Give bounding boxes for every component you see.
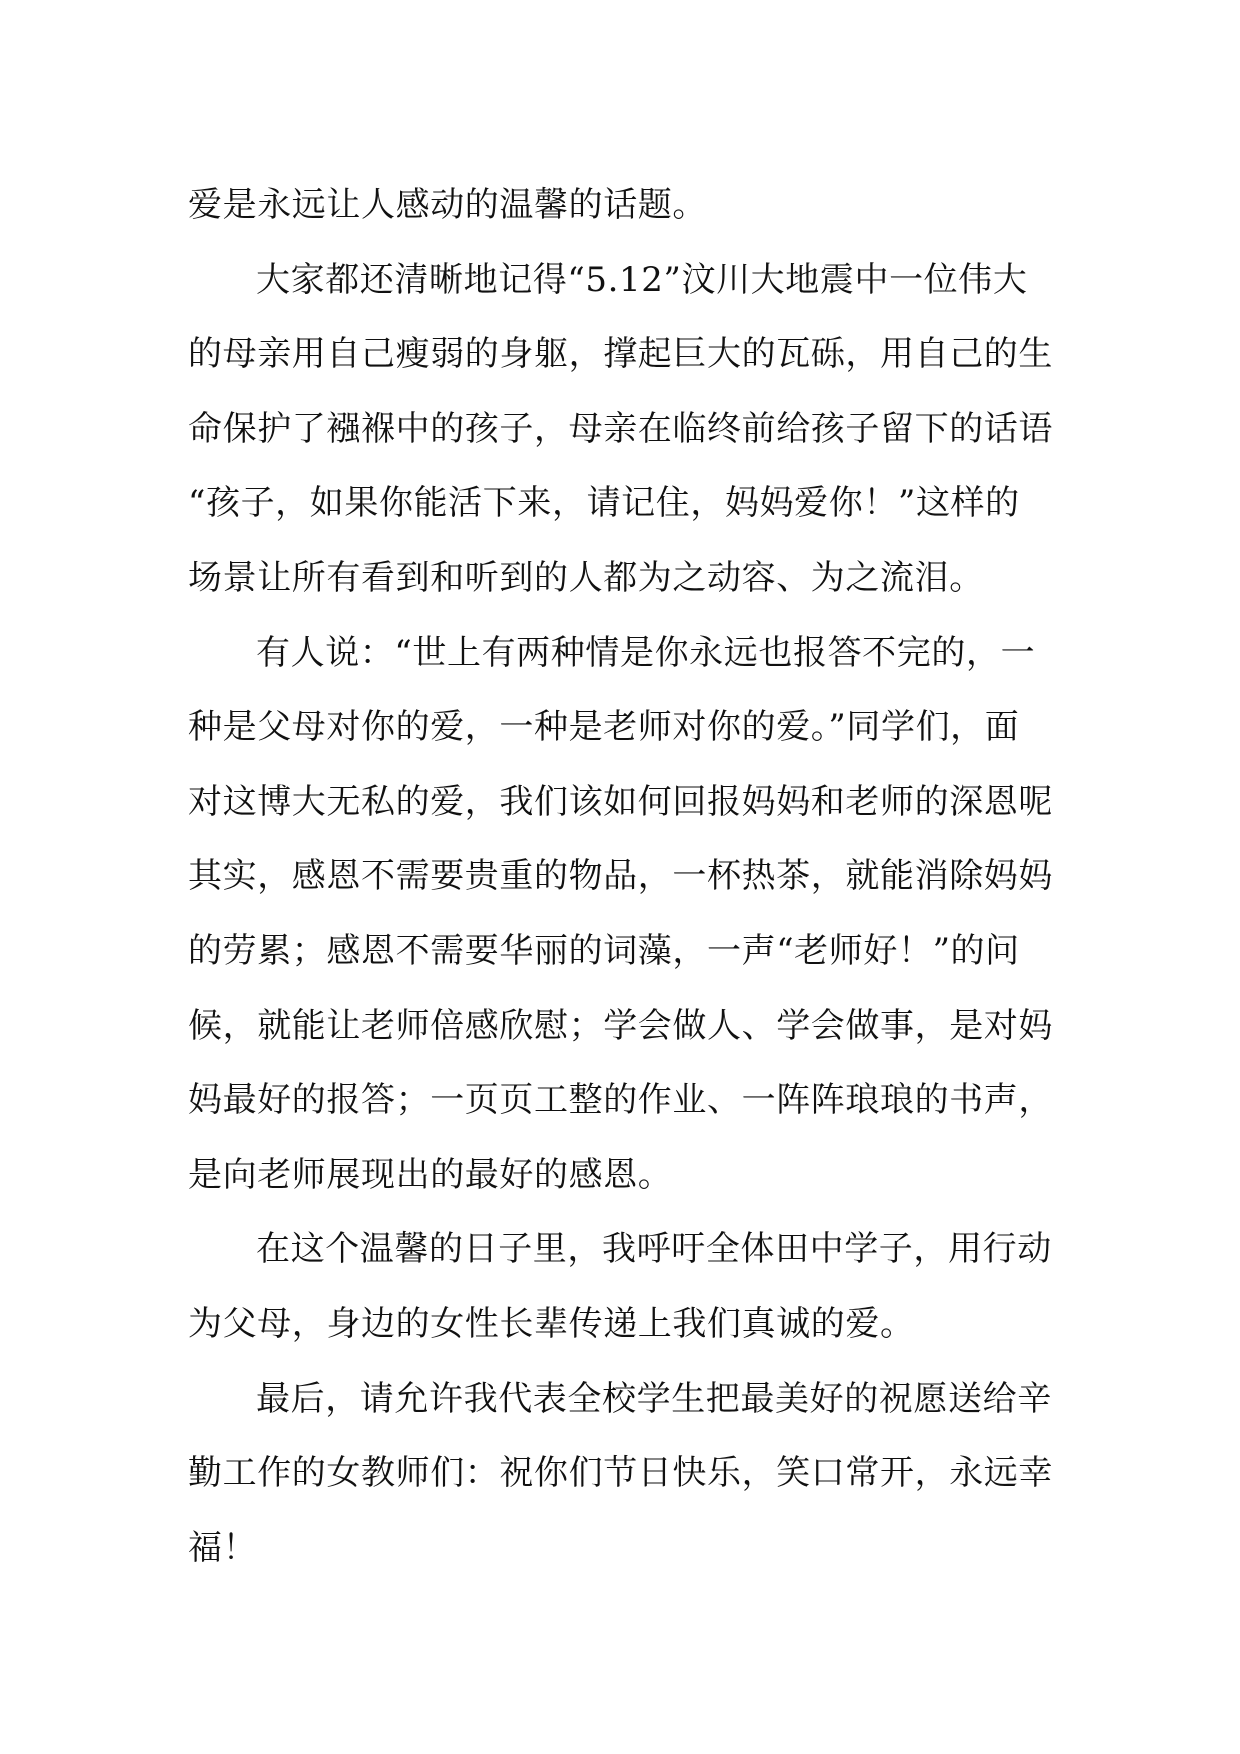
- text-line: 是向老师展现出的最好的感恩。: [188, 1154, 673, 1195]
- text-line: 种是父母对你的爱，一种是老师对你的爱。”同学们，面: [188, 707, 1020, 748]
- text-line: 场景让所有看到和听到的人都为之动容、为之流泪。: [188, 557, 984, 598]
- text-line: 勤工作的女教师们：祝你们节日快乐，笑口常开，永远幸: [188, 1453, 1053, 1494]
- text-line: “孩子，如果你能活下来，请记住，妈妈爱你！”这样的: [188, 483, 1020, 524]
- text-line: 对这博大无私的爱，我们该如何回报妈妈和老师的深恩呢: [188, 781, 1053, 822]
- text-line: 为父母，身边的女性长辈传递上我们真诚的爱。: [188, 1303, 915, 1344]
- paragraph-start-line: 有人说：“世上有两种情是你永远也报答不完的，一: [256, 632, 1036, 673]
- text-line: 爱是永远让人感动的温馨的话题。: [188, 185, 707, 225]
- speech-body: [188, 168, 1052, 1585]
- text-line: 候，就能让老师倍感欣慰；学会做人、学会做事，是对妈: [188, 1005, 1053, 1046]
- text-line: 的母亲用自己瘦弱的身躯，撑起巨大的瓦砾，用自己的生: [188, 334, 1053, 375]
- text-line: 福！: [188, 1527, 258, 1568]
- paragraph-start-line: 在这个温馨的日子里，我呼吁全体田中学子，用行动: [256, 1229, 1052, 1270]
- paragraph-start-line: 大家都还清晰地记得“5.12”汶川大地震中一位伟大: [256, 259, 1028, 300]
- paragraph-start-line: 最后，请允许我代表全校学生把最美好的祝愿送给辛: [256, 1378, 1052, 1419]
- text-line: 的劳累；感恩不需要华丽的词藻，一声“老师好！”的问: [188, 930, 1020, 971]
- text-line: 妈最好的报答；一页页工整的作业、一阵阵琅琅的书声，: [188, 1080, 1053, 1121]
- text-line: 其实，感恩不需要贵重的物品，一杯热茶，就能消除妈妈: [188, 856, 1053, 897]
- text-line: 命保护了襁褓中的孩子，母亲在临终前给孩子留下的话语: [188, 408, 1053, 449]
